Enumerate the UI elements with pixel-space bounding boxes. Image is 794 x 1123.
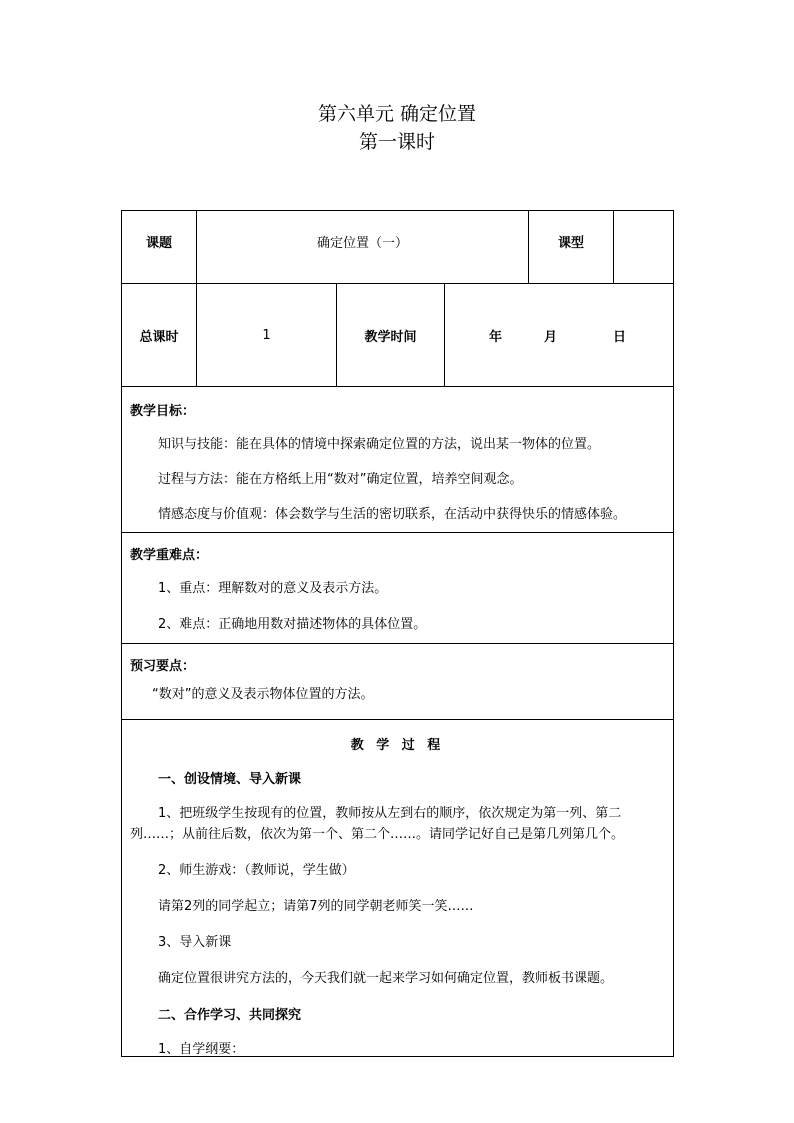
- unit-title: 第六单元 确定位置: [317, 103, 477, 125]
- total-label: 总课时: [122, 284, 197, 386]
- total-value: 1: [197, 284, 337, 386]
- preview-section: [122, 644, 673, 720]
- time-month: 月: [544, 329, 558, 345]
- objectives-heading: 教学目标：: [130, 404, 196, 419]
- topic-label: [122, 211, 197, 283]
- topic-value: 确定位置（一）: [197, 211, 529, 283]
- type-label: 课型: [529, 211, 614, 283]
- process-heading: 教 学 过 程: [350, 738, 445, 753]
- process-section-2: 二、合作学习、共同探究: [158, 1008, 302, 1023]
- preview-text: “数对”的意义及表示物体位置的方法。: [152, 687, 374, 702]
- time-value: [445, 284, 673, 386]
- objectives-section: [122, 387, 673, 533]
- process-section: [122, 720, 673, 1056]
- key-points-section: [122, 533, 673, 644]
- process-section-1: 一、创设情境、导入新课: [158, 772, 302, 787]
- time-year: 年: [489, 329, 503, 345]
- objective-item: 知识与技能：能在具体的情境中探索确定位置的方法，说出某一物体的位置。: [158, 437, 601, 452]
- time-label: 教学时间: [337, 284, 445, 386]
- process-paragraph: 请第2列的同学起立；请第7列的同学朝老师笑一笑……: [158, 899, 474, 914]
- preview-heading: 预习要点：: [130, 659, 196, 674]
- process-paragraph: 确定位置很讲究方法的，今天我们就一起来学习如何确定位置，教师板书课题。: [158, 971, 614, 986]
- key-points-heading: 教学重难点：: [130, 548, 209, 563]
- objective-item: 情感态度与价值观：体会数学与生活的密切联系，在活动中获得快乐的情感体验。: [158, 507, 627, 522]
- topic-label-text: 课题: [145, 235, 172, 251]
- topic-row: [122, 211, 673, 284]
- type-value: [614, 211, 673, 283]
- process-paragraph: 1、自学纲要：: [158, 1042, 245, 1057]
- process-paragraph: 3、导入新课: [158, 935, 232, 950]
- time-day: 日: [613, 329, 627, 345]
- lesson-plan-table: [121, 210, 674, 1057]
- time-row: [122, 284, 673, 387]
- process-paragraph: 2、师生游戏：（教师说，学生做）: [158, 863, 355, 878]
- key-point-item: 2、难点：正确地用数对描述物体的具体位置。: [158, 617, 427, 632]
- objective-item: 过程与方法：能在方格纸上用“数对”确定位置，培养空间观念。: [158, 472, 523, 487]
- process-paragraph-cont: 列……；从前往后数，依次为第一个、第二个……。请同学记好自己是第几列第几个。: [130, 827, 625, 842]
- key-point-item: 1、重点：理解数对的意义及表示方法。: [158, 581, 388, 596]
- process-paragraph: 1、把班级学生按现有的位置，教师按从左到右的顺序，依次规定为第一列、第二: [158, 806, 622, 821]
- lesson-title: 第一课时: [358, 131, 435, 153]
